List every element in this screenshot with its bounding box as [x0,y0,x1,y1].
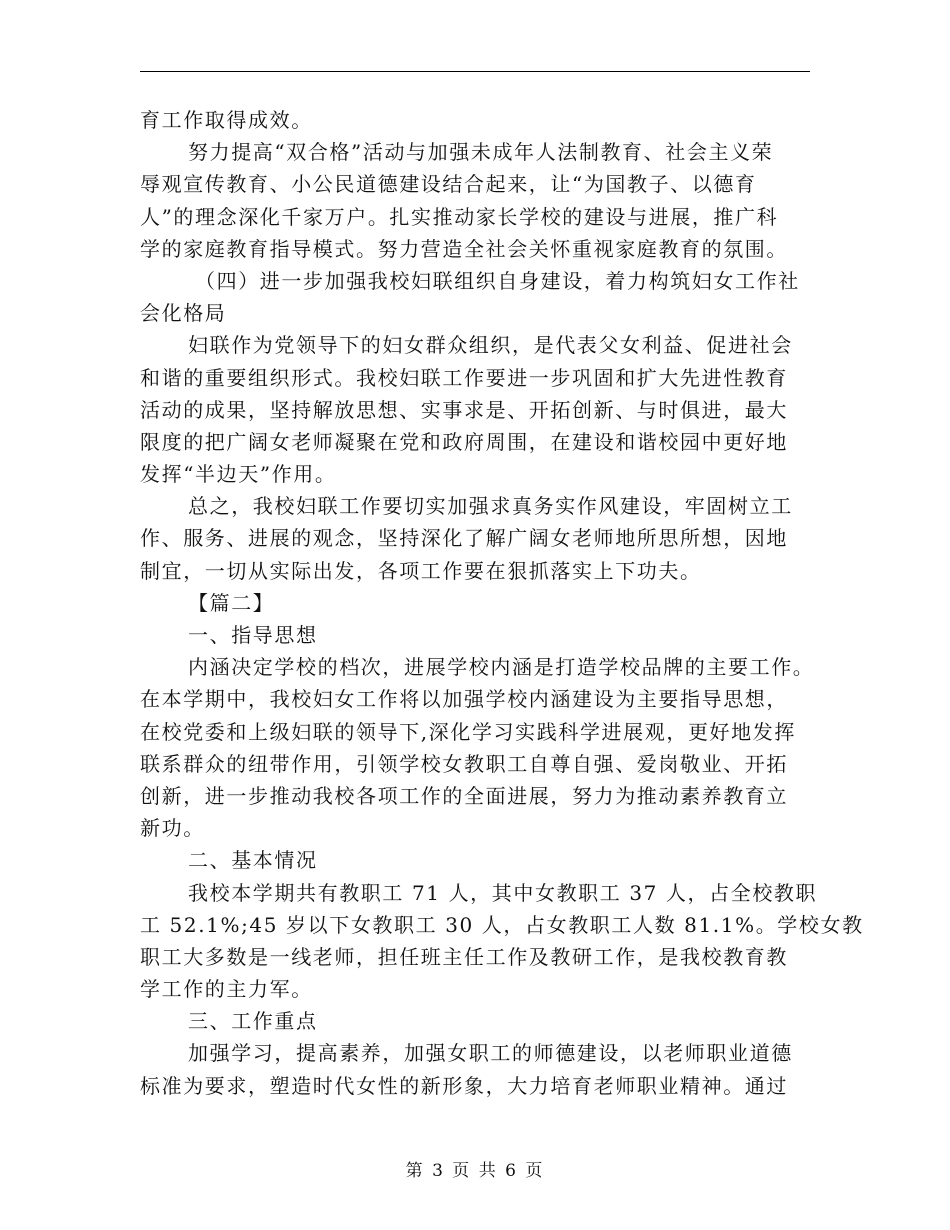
text-line: 活动的成果，坚持解放思想、实事求是、开拓创新、与时俱进，最大 [140,397,788,422]
text-line: 妇联作为党领导下的妇女群众组织，是代表父女利益、促进社会 [188,333,793,358]
text-line: 内涵决定学校的档次，进展学校内涵是打造学校品牌的主要工作。 [188,655,815,680]
text-line: 【篇二】 [188,590,275,615]
text-line: 作、服务、进展的观念，坚持深化了解广阔女老师地所思所想，因地 [140,526,788,551]
text-line: 育工作取得成效。 [140,108,313,132]
text-line: 会化格局 [140,301,227,326]
text-line: 辱观宣传教育、小公民道德建设结合起来，让“为国教子、以德育 [140,172,757,197]
text-line: 标准为要求，塑造时代女性的新形象，大力培育老师职业精神。通过 [140,1073,788,1098]
text-line: 新功。 [140,816,205,841]
text-line: 人”的理念深化千家万户。扎实推动家长学校的建设与进展，推广科 [140,204,779,229]
text-line: 联系群众的纽带作用，引领学校女教职工自尊自强、爱岗敬业、开拓 [140,751,788,776]
text-line: 我校本学期共有教职工 71 人，其中女教职工 37 人，占全校教职 [188,880,818,905]
text-line: 限度的把广阔女老师凝聚在党和政府周围，在建设和谐校园中更好地 [140,429,788,454]
text-line: （四）进一步加强我校妇联组织自身建设，着力构筑妇女工作社 [195,268,800,293]
body-text [140,104,864,1102]
text-line: 和谐的重要组织形式。我校妇联工作要进一步巩固和扩大先进性教育 [140,365,788,390]
text-line: 加强学习，提高素养，加强女职工的师德建设，以老师职业道德 [188,1041,793,1066]
text-line: 总之，我校妇联工作要切实加强求真务实作风建设，牢固树立工 [188,494,793,519]
text-line: 二、基本情况 [188,848,318,873]
text-line: 创新，进一步推动我校各项工作的全面进展，努力为推动素养教育立 [140,783,788,808]
header-rule [140,71,810,72]
text-line: 制宜，一切从实际出发，各项工作要在狠抓落实上下功夫。 [140,558,702,583]
text-line: 一、指导思想 [188,623,318,647]
text-line: 三、工作重点 [188,1009,318,1034]
text-line: 工 52.1%;45 岁以下女教职工 30 人，占女教职工人数 81.1%。学校女教 [140,912,864,937]
text-line: 努力提高“双合格”活动与加强未成年人法制教育、社会主义荣 [188,140,774,165]
text-line: 在校党委和上级妇联的领导下,深化学习实践科学进展观，更好地发挥 [140,719,796,744]
text-line: 职工大多数是一线老师，担任班主任工作及教研工作，是我校教育教 [140,944,788,969]
text-line: 学的家庭教育指导模式。努力营造全社会关怀重视家庭教育的氛围。 [140,236,788,261]
text-line: 发挥“半边天”作用。 [140,462,337,487]
text-line: 学工作的主力军。 [140,977,313,1002]
page-footer: 第 3 页 共 6 页 [405,1161,545,1181]
text-line: 在本学期中，我校妇女工作将以加强学校内涵建设为主要指导思想， [140,687,788,712]
